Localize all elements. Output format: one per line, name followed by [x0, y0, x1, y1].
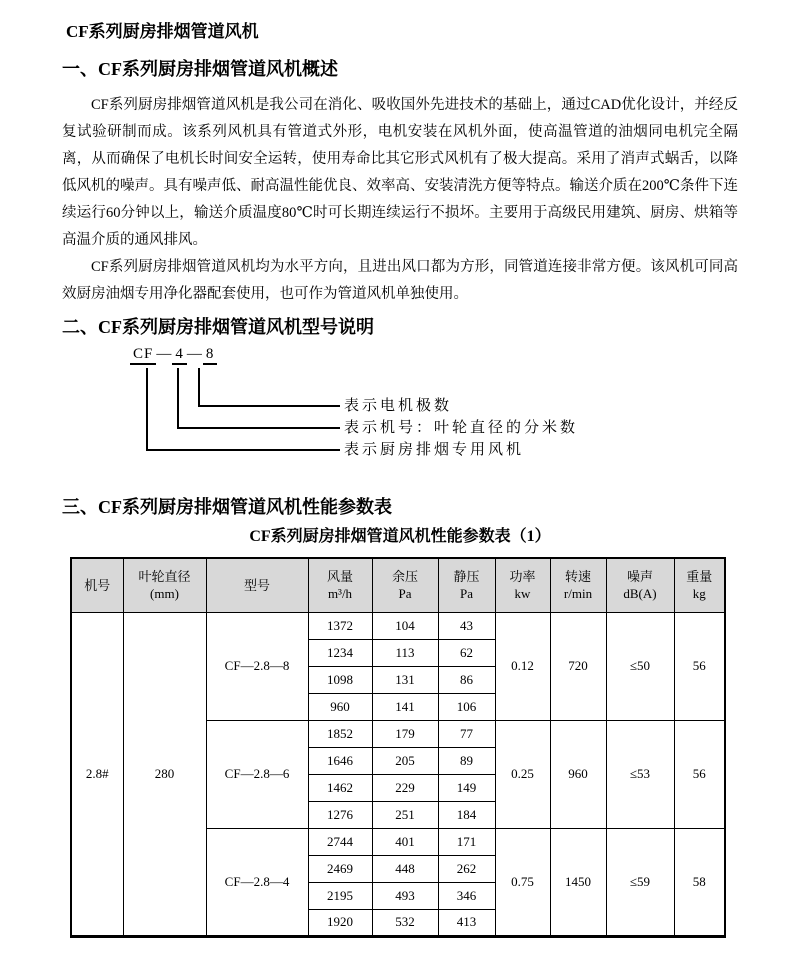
static-pressure-cell: 262 — [438, 855, 495, 882]
airflow-cell: 1920 — [308, 909, 372, 936]
residual-pressure-cell: 448 — [372, 855, 438, 882]
power-cell: 0.75 — [495, 828, 550, 936]
header-machine-no: 机号 — [71, 558, 123, 612]
header-noise: 噪声 dB(A) — [606, 558, 674, 612]
static-pressure-cell: 346 — [438, 882, 495, 909]
model-part-poles: 8 — [203, 346, 218, 365]
header-impeller-diameter: 叶轮直径 (mm) — [123, 558, 206, 612]
airflow-cell: 1372 — [308, 612, 372, 639]
airflow-cell: 1276 — [308, 801, 372, 828]
airflow-cell: 1852 — [308, 720, 372, 747]
airflow-cell: 2744 — [308, 828, 372, 855]
model-label-size: 表示机号：叶轮直径的分米数 — [344, 420, 579, 436]
noise-cell: ≤50 — [606, 612, 674, 720]
airflow-cell: 1098 — [308, 666, 372, 693]
airflow-cell: 1234 — [308, 639, 372, 666]
performance-table — [70, 557, 726, 938]
power-cell: 0.12 — [495, 612, 550, 720]
header-power: 功率 kw — [495, 558, 550, 612]
power-cell: 0.25 — [495, 720, 550, 828]
machine-no-cell: 2.8# — [71, 612, 123, 936]
model-label-poles: 表示电机极数 — [344, 398, 453, 414]
static-pressure-cell: 149 — [438, 774, 495, 801]
connector-line-size-horizontal — [177, 427, 340, 429]
model-label-series: 表示厨房排烟专用风机 — [344, 442, 525, 458]
static-pressure-cell: 184 — [438, 801, 495, 828]
section-2-heading: 二、CF系列厨房排烟管道风机型号说明 — [62, 317, 374, 337]
static-pressure-cell: 43 — [438, 612, 495, 639]
static-pressure-cell: 89 — [438, 747, 495, 774]
static-pressure-cell: 413 — [438, 909, 495, 936]
noise-cell: ≤53 — [606, 720, 674, 828]
static-pressure-cell: 86 — [438, 666, 495, 693]
residual-pressure-cell: 251 — [372, 801, 438, 828]
model-code — [130, 346, 217, 363]
weight-cell: 56 — [674, 720, 725, 828]
connector-line-series-horizontal — [146, 449, 340, 451]
airflow-cell: 1646 — [308, 747, 372, 774]
residual-pressure-cell: 229 — [372, 774, 438, 801]
residual-pressure-cell: 131 — [372, 666, 438, 693]
page-title: CF系列厨房排烟管道风机 — [66, 22, 259, 41]
airflow-cell: 2469 — [308, 855, 372, 882]
impeller-diameter-cell: 280 — [123, 612, 206, 936]
residual-pressure-cell: 179 — [372, 720, 438, 747]
model-dash-1: — — [156, 346, 173, 362]
model-code-diagram — [62, 344, 738, 472]
static-pressure-cell: 171 — [438, 828, 495, 855]
model-cell: CF—2.8—4 — [206, 828, 308, 936]
header-model: 型号 — [206, 558, 308, 612]
model-dash-2: — — [186, 346, 203, 362]
header-speed: 转速 r/min — [550, 558, 606, 612]
residual-pressure-cell: 205 — [372, 747, 438, 774]
weight-cell: 58 — [674, 828, 725, 936]
static-pressure-cell: 77 — [438, 720, 495, 747]
model-part-series: CF — [130, 346, 156, 365]
noise-cell: ≤59 — [606, 828, 674, 936]
connector-line-size-vertical — [177, 368, 179, 429]
speed-cell: 1450 — [550, 828, 606, 936]
airflow-cell: 2195 — [308, 882, 372, 909]
residual-pressure-cell: 401 — [372, 828, 438, 855]
speed-cell: 720 — [550, 612, 606, 720]
connector-line-poles-horizontal — [198, 405, 340, 407]
table-caption: CF系列厨房排烟管道风机性能参数表（1） — [249, 528, 551, 545]
residual-pressure-cell: 104 — [372, 612, 438, 639]
section-1-heading: 一、CF系列厨房排烟管道风机概述 — [62, 59, 338, 79]
header-airflow: 风量 m³/h — [308, 558, 372, 612]
residual-pressure-cell: 113 — [372, 639, 438, 666]
model-part-size: 4 — [172, 346, 187, 365]
header-weight: 重量 kg — [674, 558, 725, 612]
header-residual-pressure: 余压 Pa — [372, 558, 438, 612]
table-row — [71, 612, 725, 639]
connector-line-poles-vertical — [198, 368, 200, 407]
static-pressure-cell: 62 — [438, 639, 495, 666]
residual-pressure-cell: 532 — [372, 909, 438, 936]
static-pressure-cell: 106 — [438, 693, 495, 720]
weight-cell: 56 — [674, 612, 725, 720]
model-cell: CF—2.8—6 — [206, 720, 308, 828]
connector-line-series-vertical — [146, 368, 148, 451]
residual-pressure-cell: 141 — [372, 693, 438, 720]
overview-paragraph-2: CF系列厨房排烟管道风机均为水平方向，且进出风口都为方形，同管道连接非常方便。该风机可同高效厨房油烟专用净化器配套使用，也可作为管道风机单独使用。 — [62, 259, 738, 302]
section-3-heading: 三、CF系列厨房排烟管道风机性能参数表 — [62, 497, 392, 517]
airflow-cell: 960 — [308, 693, 372, 720]
residual-pressure-cell: 493 — [372, 882, 438, 909]
table-header-row — [71, 558, 725, 612]
overview-paragraph-1: CF系列厨房排烟管道风机是我公司在消化、吸收国外先进技术的基础上，通过CAD优化设计，并经反复试验研制而成。该系列风机具有管道式外形，电机安装在风机外面，使高温管道的油烟同电机完全隔离，从而确保了电机长时间安全运转，使用寿命比其它形式风机有了极大提高。采用了消声式蜗舌，以降低风机的噪声。具有噪声低、耐高温性能优良、效率高、安装清洗方便等特点。输送介质在200℃条件下连续运行60分钟以上，输送介质温度80℃时可长期连续运行不损坏。主要用于高级民用建筑、厨房、烘箱等高温介质的通风排风。 — [62, 97, 738, 248]
model-cell: CF—2.8—8 — [206, 612, 308, 720]
airflow-cell: 1462 — [308, 774, 372, 801]
speed-cell: 960 — [550, 720, 606, 828]
header-static-pressure: 静压 Pa — [438, 558, 495, 612]
